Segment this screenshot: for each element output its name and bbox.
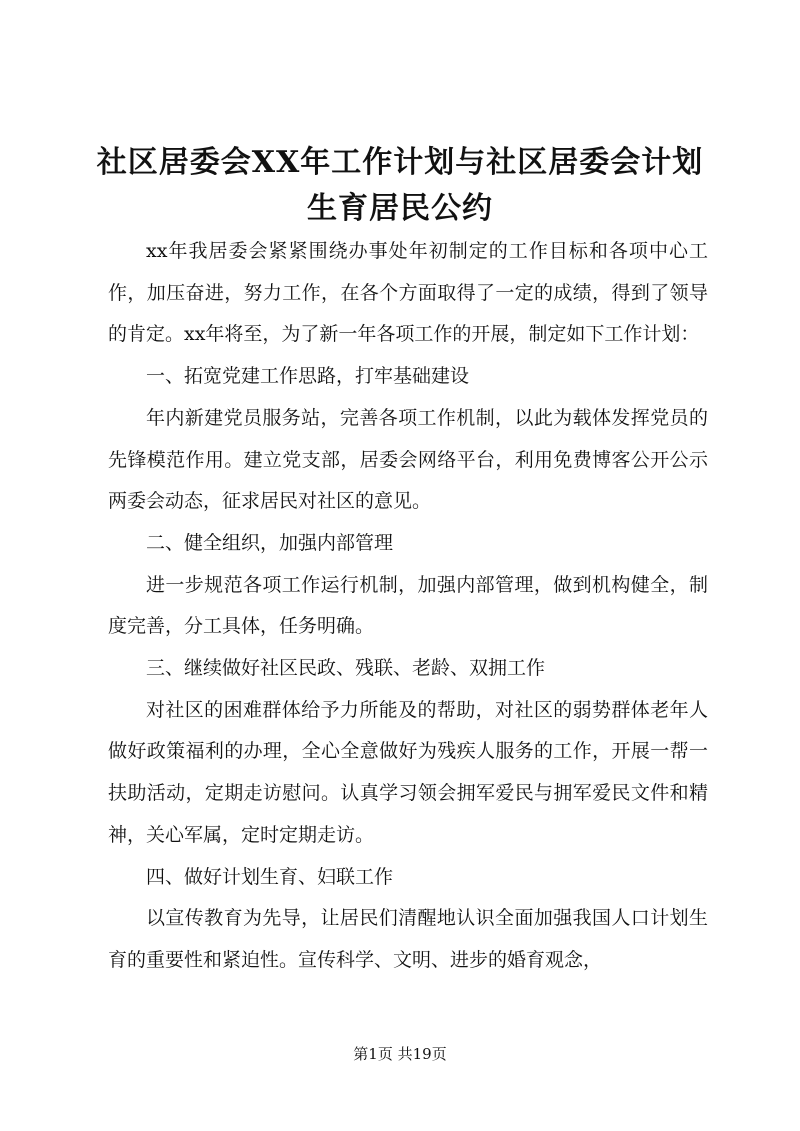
section-heading-1: 一、拓宽党建工作思路，打牢基础建设 <box>146 365 470 388</box>
section-paragraph-1: 年内新建党员服务站，完善各项工作机制，以此为载体发挥党员的先锋模范作用。建立党支部，居委会网络平台，利用免费博客公开公示两委会动态，征求居民对社区的意见。 <box>108 406 708 513</box>
section-paragraph-3: 对社区的困难群体给予力所能及的帮助，对社区的弱势群体老年人做好政策福利的办理，全心全意做好为残疾人服务的工作，开展一帮一扶助活动，定期走访慰问。认真学习领会拥军爱民与拥军爱民文件和精神，关心军属，定时定期走访。 <box>108 698 708 846</box>
section-paragraph-4: 以宣传教育为先导，让居民们清醒地认识全面加强我国人口计划生育的重要性和紧迫性。宣传科学、文明、进步的婚育观念， <box>108 907 708 971</box>
page-number: 第1页 共19页 <box>353 1045 447 1063</box>
section-heading-2: 二、健全组织，加强内部管理 <box>146 531 394 554</box>
document-body <box>108 231 708 982</box>
section-heading-3: 三、继续做好社区民政、残联、老龄、双拥工作 <box>146 657 546 680</box>
document-title-line-1: 社区居委会XX年工作计划与社区居委会计划 <box>96 145 704 180</box>
section-paragraph-2: 进一步规范各项工作运行机制，加强内部管理，做到机构健全，制度完善，分工具体，任务明确。 <box>108 573 708 638</box>
page-footer <box>0 1044 800 1064</box>
intro-paragraph: xx年我居委会紧紧围绕办事处年初制定的工作目标和各项中心工作，加压奋进，努力工作，在各个方面取得了一定的成绩，得到了领导的肯定。xx年将至，为了新一年各项工作的开展，制定如下工作计划： <box>108 240 708 346</box>
document-title-line-2: 生育居民公约 <box>307 191 493 226</box>
section-heading-4: 四、做好计划生育、妇联工作 <box>146 865 394 888</box>
